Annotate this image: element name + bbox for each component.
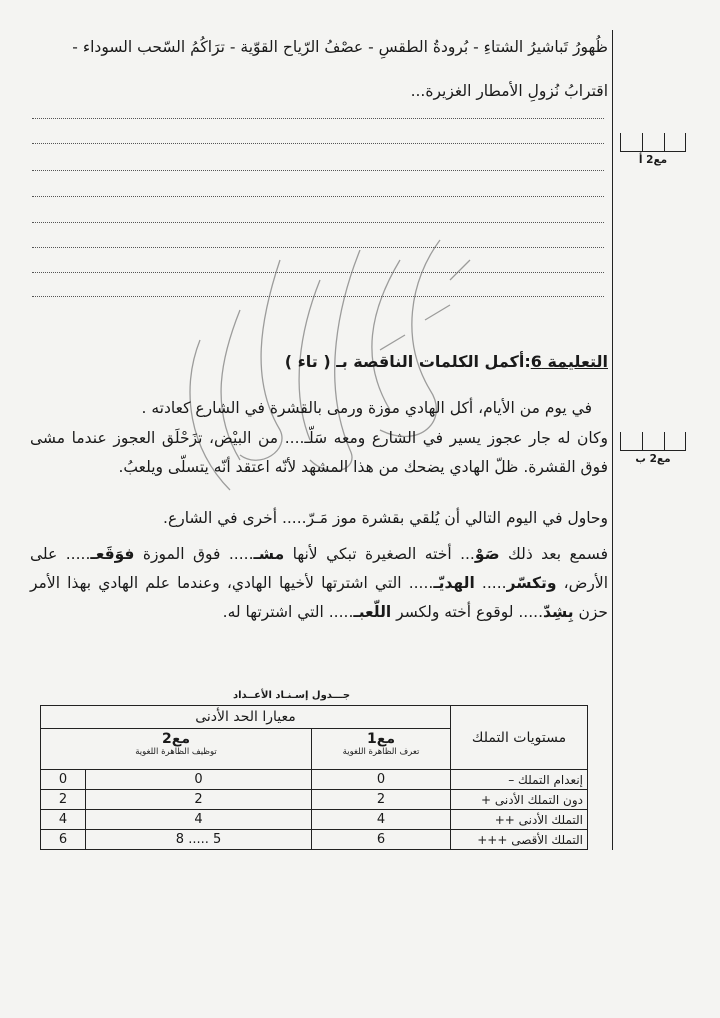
task-label: التعليمة 6 [530,352,608,371]
missing-word: صَوْ [474,545,500,563]
answer-line [32,118,604,119]
missing-word: الهديّـ [433,574,475,592]
criterion-label: مع2 ب [635,453,671,465]
table-caption: جـــدول إسـنـاد الأعــداد [233,690,351,701]
story-paragraph-2: وكان له جار عجوز يسير في الشارع ومعه سَلّـ.... من البيْض، تزَحْلَق العجوز عندما مشى فوق القشرة. ظلّ الهادي يضحك من هذا المشهد لأنّه اعتقد أنّه يتسلّى ويلعبُ. [30,429,608,476]
score-boxes [620,133,686,152]
score-boxes [620,432,686,451]
task-text: :أكمل الكلمات الناقصة بـ ( تاء ) [284,352,531,371]
answer-line [32,196,604,197]
intro-line-2: اقترابُ نُزولِ الأمطار الغزيرة... [410,82,608,100]
criterion-1-header: مع1 تعرف الظاهرة اللغوية [312,729,451,770]
answer-line [32,272,604,273]
missing-word: بِشِدّ [543,603,574,621]
criterion-box-1 [620,133,686,166]
story-paragraph-4: فسمع بعد ذلك صَوْ... أخته الصغيرة تبكي لأنها مشـ..... فوق الموزة فوَقَعـ..... على الأرض، وتكسّر..... الهديّـ..... التي اشترتها لأخيها الهادي، وعندما علم الهادي بهذا الأمر حزن بِشِدّ..... لوقوع أخته ولكسر اللّعبـ..... التي اشترتها له. [30,545,608,621]
answer-line [32,143,604,144]
task-title [285,352,608,371]
answer-line [32,247,604,248]
story-paragraph-1: في يوم من الأيام، أكل الهادي موزة ورمى بالقشرة في الشارع كعادته . [141,399,592,417]
intro-line-1: ظُهورُ تَباشيرُ الشتاءِ - بُرودةُ الطقسِ - عصْفُ الرّياح القوّية - ترَاكُمُ السّحب السوداء - [72,38,608,56]
table-row: التملك الأدنى ++ 4 4 4 [41,810,588,830]
table-row: دون التملك الأدنى + 2 2 2 [41,790,588,810]
missing-word: اللّعبـ [353,603,392,621]
criterion-label: مع2 أ [638,154,668,166]
criteria-header: معيارا الحد الأدنى [41,706,451,729]
missing-word: وتكسّر [506,574,557,592]
missing-word: فوَقَعـ [90,545,135,563]
margin-line [612,30,613,850]
answer-line [32,170,604,171]
answer-line [32,222,604,223]
missing-word: مشـ [253,545,285,563]
table-row: إنعدام التملك – 0 0 0 [41,770,588,790]
criterion-box-2 [620,432,686,465]
criterion-2-header: مع2 توظيف الظاهرة اللغوية [41,729,312,770]
levels-header: مستويات التملك [451,706,588,770]
answer-line [32,296,604,297]
table-row: التملك الأقصى +++ 6 5 ..... 8 6 [41,830,588,850]
grading-table [40,705,588,850]
story-paragraph-3: وحاول في اليوم التالي أن يُلقي بقشرة موز مَـرّ..... أخرى في الشارع. [163,509,608,527]
